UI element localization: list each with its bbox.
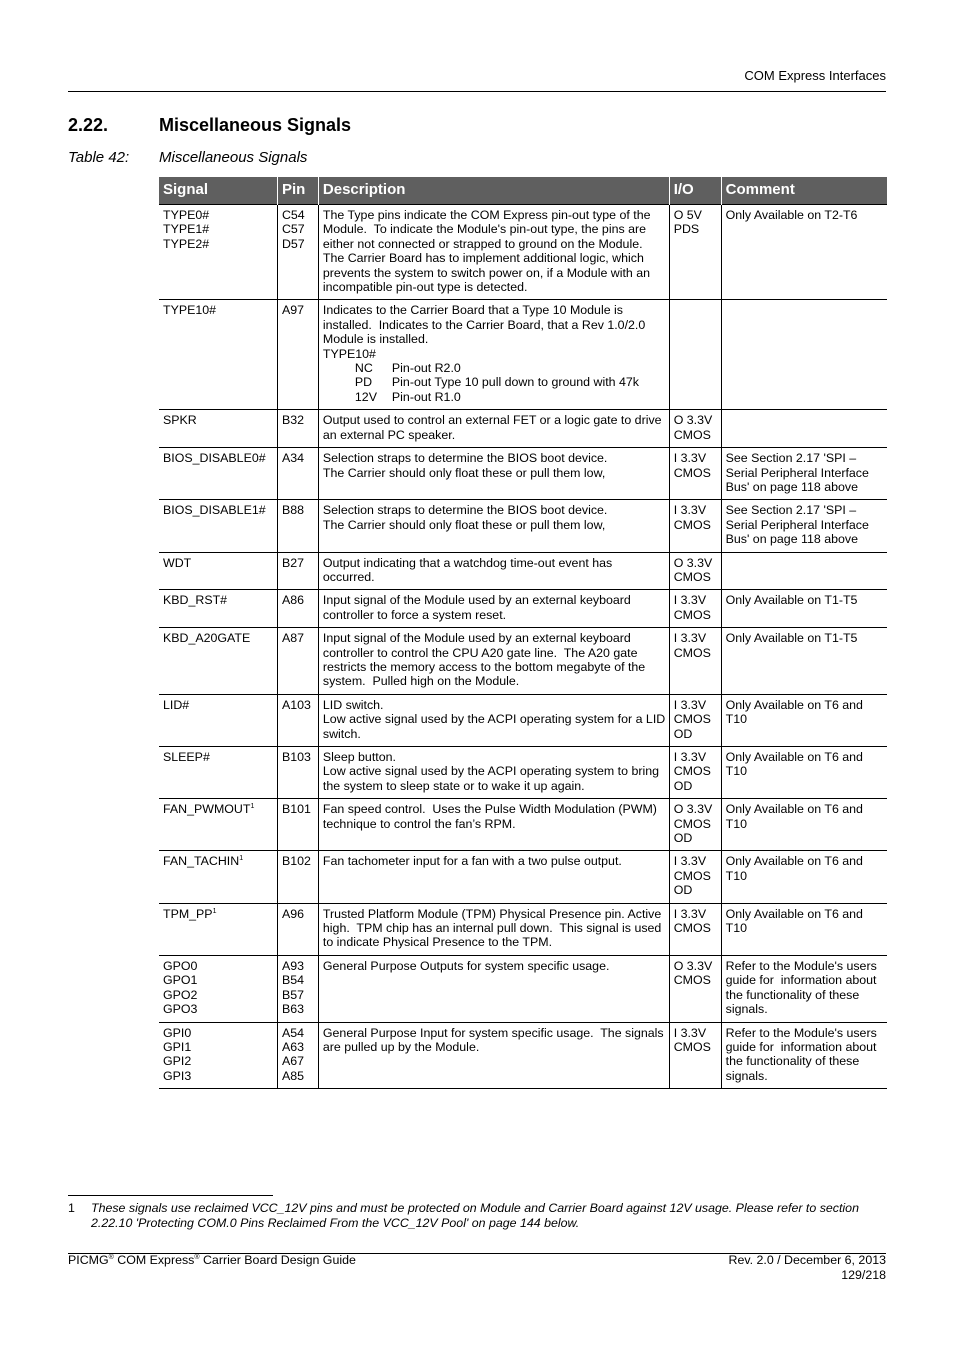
pin-number: B63 xyxy=(281,1002,304,1017)
description-text: Indicates to the Carrier Board that a Type 10 Module is installed. Indicates to the Carrier Board, that a Rev 1.0/2.0 Module is installed. xyxy=(322,303,649,347)
table-caption-title: Miscellaneous Signals xyxy=(159,149,308,166)
description-text: The Carrier should only float these or pull them low, xyxy=(322,517,606,532)
io-type: I 3.3V xyxy=(673,451,707,466)
signal-name-text: TPM_PP xyxy=(163,906,213,921)
description-cell xyxy=(318,300,669,410)
pin-number: C57 xyxy=(281,222,305,237)
pin-number: B102 xyxy=(281,854,311,869)
pin-cell xyxy=(277,747,318,799)
signal-name xyxy=(163,1054,274,1068)
pin-cell xyxy=(277,799,318,851)
signal-name xyxy=(163,802,274,816)
comment-text: Only Available on T1-T5 xyxy=(725,593,858,608)
comment-cell xyxy=(721,955,887,1022)
description-cell xyxy=(318,552,669,590)
signal-name-text: TYPE0# xyxy=(163,208,210,222)
pin-number: A85 xyxy=(281,1068,304,1083)
signal-name xyxy=(163,959,274,973)
signal-name xyxy=(163,556,274,570)
pin-cell xyxy=(277,694,318,746)
pin-cell xyxy=(277,851,318,903)
pin-number: A93 xyxy=(281,958,304,973)
io-type: CMOS xyxy=(673,1039,711,1054)
signal-name-text: GPI0 xyxy=(163,1025,192,1040)
io-type: O 5V xyxy=(673,208,702,222)
comment-cell xyxy=(721,410,887,448)
signal-cell xyxy=(159,694,277,746)
description-cell xyxy=(318,851,669,903)
io-cell xyxy=(669,851,721,903)
io-type: CMOS xyxy=(673,973,711,988)
io-cell xyxy=(669,410,721,448)
description-cell xyxy=(318,799,669,851)
io-type: I 3.3V xyxy=(673,854,707,869)
signal-cell xyxy=(159,628,277,695)
comment-text: See Section 2.17 'SPI – Serial Peripheral Interface Bus' on page 118 above xyxy=(725,503,873,547)
description-cell xyxy=(318,694,669,746)
description-text: Fan speed control. Uses the Pulse Width Modulation (PWM) technique to control the fan’s RPM. xyxy=(322,802,661,831)
io-type: CMOS xyxy=(673,816,711,831)
pin-cell xyxy=(277,903,318,955)
pin-number: C54 xyxy=(281,208,305,222)
signal-name xyxy=(163,237,274,251)
pin-number: A86 xyxy=(281,593,304,608)
io-type: O 3.3V xyxy=(673,802,713,817)
io-type: I 3.3V xyxy=(673,631,707,646)
signal-name xyxy=(163,451,274,465)
description-text: Output used to control an external FET or a logic gate to drive an external PC speaker. xyxy=(322,413,665,442)
signal-cell xyxy=(159,903,277,955)
io-type: CMOS xyxy=(673,427,711,442)
io-type: O 3.3V xyxy=(673,555,713,570)
signal-cell xyxy=(159,955,277,1022)
signal-name xyxy=(163,303,274,317)
pin-cell xyxy=(277,410,318,448)
footnote-marker: 1 xyxy=(239,855,244,863)
pin-cell xyxy=(277,590,318,628)
pin-cell xyxy=(277,1022,318,1089)
table-caption xyxy=(68,149,307,166)
description-text: The Carrier should only float these or pull them low, xyxy=(322,465,606,480)
pin-cell xyxy=(277,552,318,590)
signal-name-text: KBD_A20GATE xyxy=(163,631,251,646)
signal-name-text: FAN_PWMOUT xyxy=(163,802,251,817)
comment-cell xyxy=(721,300,887,410)
encoding-entry xyxy=(323,375,666,389)
io-cell xyxy=(669,628,721,695)
signal-name-text: KBD_RST# xyxy=(163,593,228,608)
encoding-key: NC xyxy=(354,361,373,376)
description-cell xyxy=(318,410,669,448)
table-row xyxy=(159,694,887,746)
io-cell xyxy=(669,955,721,1022)
signal-cell xyxy=(159,1022,277,1089)
signal-name xyxy=(163,503,274,517)
signal-name-text: SLEEP# xyxy=(163,750,210,764)
signal-name-text: WDT xyxy=(163,555,192,570)
footer-page-number: 129/218 xyxy=(841,1267,886,1282)
comment-text: Only Available on T1-T5 xyxy=(725,631,858,646)
footer-brand: PICMG xyxy=(68,1253,109,1267)
description-text: Low active signal used by the ACPI operating system for a LID switch. xyxy=(322,712,669,741)
table-row xyxy=(159,300,887,410)
pin-number: A63 xyxy=(281,1039,304,1054)
description-text: Output indicating that a watchdog time-out event has occurred. xyxy=(322,555,616,584)
signal-cell xyxy=(159,448,277,500)
comment-text: Refer to the Module's users guide for information about the functionality of these signals. xyxy=(725,1025,881,1083)
io-type: CMOS xyxy=(673,645,711,660)
table-row xyxy=(159,628,887,695)
table-row xyxy=(159,410,887,448)
signal-name-text: SPKR xyxy=(163,413,197,428)
signal-cell xyxy=(159,747,277,799)
comment-cell xyxy=(721,1022,887,1089)
description-text: Selection straps to determine the BIOS boot device. xyxy=(322,451,608,466)
signal-name xyxy=(163,208,274,222)
signal-name-text: FAN_TACHIN xyxy=(163,854,240,869)
table-row xyxy=(159,552,887,590)
description-text: LID switch. xyxy=(322,697,384,712)
header-pin: Pin xyxy=(277,177,318,205)
footnote xyxy=(68,1201,868,1230)
footer-reg-mark: ® xyxy=(108,1254,114,1261)
table-row xyxy=(159,903,887,955)
signal-cell xyxy=(159,205,277,300)
signal-name-text: BIOS_DISABLE0# xyxy=(163,451,266,466)
signal-name-text: TYPE1# xyxy=(163,222,210,237)
signal-cell xyxy=(159,552,277,590)
description-cell xyxy=(318,205,669,300)
signal-name-text: LID# xyxy=(163,697,190,712)
io-type: O 3.3V xyxy=(673,958,713,973)
description-text: General Purpose Input for system specific usage. The signals are pulled up by the Module. xyxy=(322,1025,668,1054)
io-type: PDS xyxy=(673,222,700,237)
pin-number: B88 xyxy=(281,503,304,518)
comment-text: Only Available on T6 and T10 xyxy=(725,750,867,779)
pin-number: B32 xyxy=(281,413,304,428)
description-text: Input signal of the Module used by an external keyboard controller to control the CPU A20 gate line. The A20 gate restricts the memory access to the bottom megabyte of the system. Pulled high on the Module. xyxy=(322,631,649,689)
description-cell xyxy=(318,448,669,500)
header-signal: Signal xyxy=(159,177,277,205)
table-header-row xyxy=(159,177,887,205)
signal-cell xyxy=(159,590,277,628)
signal-name-text: GPI2 xyxy=(163,1054,192,1069)
description-cell xyxy=(318,590,669,628)
signal-name-text: GPO2 xyxy=(163,987,198,1002)
io-cell xyxy=(669,747,721,799)
description-text: TYPE10# xyxy=(322,346,376,361)
table-row xyxy=(159,1022,887,1089)
table-row xyxy=(159,799,887,851)
signal-cell xyxy=(159,851,277,903)
pin-cell xyxy=(277,300,318,410)
comment-cell xyxy=(721,590,887,628)
footer-title: Carrier Board Design Guide xyxy=(202,1253,356,1267)
comment-cell xyxy=(721,628,887,695)
description-cell xyxy=(318,903,669,955)
io-type: CMOS xyxy=(673,465,711,480)
io-type: I 3.3V xyxy=(673,750,707,764)
comment-cell xyxy=(721,851,887,903)
section-number: 2.22. xyxy=(68,115,109,135)
signal-cell xyxy=(159,799,277,851)
comment-cell xyxy=(721,799,887,851)
signal-cell xyxy=(159,300,277,410)
table-row xyxy=(159,205,887,300)
encoding-key: PD xyxy=(354,375,373,390)
signal-name-text: GPI3 xyxy=(163,1068,192,1083)
header-description: Description xyxy=(318,177,669,205)
io-cell xyxy=(669,500,721,552)
io-type: OD xyxy=(673,883,693,898)
footnote-text: These signals use reclaimed VCC_12V pins and must be protected on Module and Carrier Board against 12V usage. Please refer to section 2.22.10 'Protecting COM.0 Pins Reclaimed From the VCC_12V Pool' on page 144 below. xyxy=(91,1201,859,1230)
footnote-rule xyxy=(68,1195,273,1196)
comment-text: Only Available on T6 and T10 xyxy=(725,697,867,727)
table-row xyxy=(159,500,887,552)
table-body xyxy=(159,205,887,1089)
io-type: I 3.3V xyxy=(673,697,707,712)
table-row xyxy=(159,448,887,500)
header-comment: Comment xyxy=(721,177,887,205)
signal-name xyxy=(163,413,274,427)
pin-number: A103 xyxy=(281,697,311,712)
signal-name xyxy=(163,698,274,712)
comment-text: Only Available on T6 and T10 xyxy=(725,906,867,936)
signal-name xyxy=(163,973,274,987)
description-text: Input signal of the Module used by an external keyboard controller to force a system reset. xyxy=(322,593,635,622)
io-type: CMOS xyxy=(673,712,711,727)
running-header: COM Express Interfaces xyxy=(744,68,886,83)
comment-cell xyxy=(721,694,887,746)
description-text: General Purpose Outputs for system specific usage. xyxy=(322,958,610,973)
encoding-entry xyxy=(323,390,666,404)
io-type: CMOS xyxy=(673,921,711,936)
signal-name xyxy=(163,593,274,607)
io-cell xyxy=(669,799,721,851)
pin-number: B57 xyxy=(281,987,304,1002)
pin-number: A97 xyxy=(281,303,304,318)
table-row xyxy=(159,955,887,1022)
description-cell xyxy=(318,955,669,1022)
io-type: CMOS xyxy=(673,569,711,584)
signal-name xyxy=(163,1040,274,1054)
comment-cell xyxy=(721,448,887,500)
io-cell xyxy=(669,448,721,500)
encoding-value: Pin-out R1.0 xyxy=(391,389,461,404)
description-cell xyxy=(318,628,669,695)
io-type: OD xyxy=(673,831,693,846)
io-type: CMOS xyxy=(673,868,711,883)
signal-name-text: GPI1 xyxy=(163,1039,192,1054)
comment-text: See Section 2.17 'SPI – Serial Peripheral Interface Bus' on page 118 above xyxy=(725,451,873,494)
pin-cell xyxy=(277,500,318,552)
pin-cell xyxy=(277,205,318,300)
pin-cell xyxy=(277,448,318,500)
description-text: The Type pins indicate the COM Express pin-out type of the Module. To indicate the Module's pin-out type, the pins are either not connected or strapped to ground on the Module. The Carrier Board has to implement additional logic, which prevents the system to switch power on, if a Module with an incompatible pin-out type is detected. xyxy=(322,208,654,295)
footer-document-title xyxy=(68,1253,356,1267)
io-type: CMOS xyxy=(673,517,711,532)
signal-name-text: GPO3 xyxy=(163,1002,198,1017)
signal-name xyxy=(163,988,274,1002)
signal-cell xyxy=(159,500,277,552)
signal-name xyxy=(163,631,274,645)
io-cell xyxy=(669,300,721,410)
description-text: Selection straps to determine the BIOS boot device. xyxy=(322,503,608,518)
io-cell xyxy=(669,1022,721,1089)
io-type: I 3.3V xyxy=(673,1025,707,1040)
io-type: O 3.3V xyxy=(673,413,713,428)
section-heading xyxy=(68,115,351,136)
description-cell xyxy=(318,500,669,552)
io-cell xyxy=(669,205,721,300)
signal-name-text: GPO1 xyxy=(163,973,198,988)
pin-number: A34 xyxy=(281,451,304,466)
pin-cell xyxy=(277,955,318,1022)
description-text: Trusted Platform Module (TPM) Physical Presence pin. Active high. TPM chip has an internal pull down. This signal is used to indicate Physical Presence to the TPM. xyxy=(322,906,665,950)
table-row xyxy=(159,590,887,628)
io-cell xyxy=(669,590,721,628)
signal-cell xyxy=(159,410,277,448)
signals-table xyxy=(159,177,887,1089)
signal-name xyxy=(163,854,274,868)
signal-name xyxy=(163,222,274,236)
description-cell xyxy=(318,747,669,799)
encoding-key: 12V xyxy=(354,389,377,404)
signal-name-text: BIOS_DISABLE1# xyxy=(163,503,266,518)
section-title: Miscellaneous Signals xyxy=(159,115,352,135)
header-io: I/O xyxy=(669,177,721,205)
comment-text: Refer to the Module's users guide for information about the functionality of these signals. xyxy=(725,958,881,1017)
io-type: OD xyxy=(673,778,693,793)
signal-name xyxy=(163,750,274,764)
footnote-marker: 1 xyxy=(212,907,217,915)
pin-number: B27 xyxy=(281,555,304,570)
io-type: CMOS xyxy=(673,607,711,622)
comment-text: Only Available on T6 and T10 xyxy=(725,802,867,831)
description-text: Low active signal used by the ACPI operating system to bring the system to sleep state or to wake it up again. xyxy=(322,764,663,793)
encoding-entry xyxy=(323,361,666,375)
header-rule xyxy=(68,91,886,92)
encoding-value: Pin-out Type 10 pull down to ground with 47k xyxy=(391,375,639,390)
description-cell xyxy=(318,1022,669,1089)
signal-name xyxy=(163,907,274,921)
comment-cell xyxy=(721,747,887,799)
footer-revision: Rev. 2.0 / December 6, 2013 xyxy=(728,1253,886,1267)
io-cell xyxy=(669,903,721,955)
comment-cell xyxy=(721,903,887,955)
footnote-number: 1 xyxy=(68,1201,75,1215)
footer-reg-mark: ® xyxy=(194,1254,200,1261)
pin-number: B54 xyxy=(281,973,304,988)
pin-number: D57 xyxy=(281,236,305,251)
description-text: Fan tachometer input for a fan with a two pulse output. xyxy=(322,854,622,869)
io-type: I 3.3V xyxy=(673,503,707,518)
io-type: OD xyxy=(673,726,693,741)
comment-cell xyxy=(721,552,887,590)
io-type: CMOS xyxy=(673,764,711,779)
pin-cell xyxy=(277,628,318,695)
signal-name-text: TYPE10# xyxy=(163,303,217,318)
signal-name-text: GPO0 xyxy=(163,958,198,973)
signal-name xyxy=(163,1002,274,1016)
table-row xyxy=(159,851,887,903)
comment-cell xyxy=(721,500,887,552)
encoding-value: Pin-out R2.0 xyxy=(391,361,461,376)
signal-name xyxy=(163,1069,274,1083)
pin-number: A87 xyxy=(281,631,304,646)
table-caption-label: Table 42: xyxy=(68,149,130,166)
io-type: I 3.3V xyxy=(673,906,707,921)
signal-name xyxy=(163,1026,274,1040)
pin-number: A54 xyxy=(281,1025,304,1040)
signal-name-text: TYPE2# xyxy=(163,236,210,251)
footer-revision-block xyxy=(729,1253,887,1282)
io-cell xyxy=(669,694,721,746)
table-row xyxy=(159,747,887,799)
comment-text: Only Available on T2-T6 xyxy=(725,208,858,222)
io-cell xyxy=(669,552,721,590)
footer-product: COM Express xyxy=(117,1253,195,1267)
footnote-marker: 1 xyxy=(250,803,255,811)
description-text: Sleep button. xyxy=(322,750,396,764)
pin-number: A96 xyxy=(281,906,304,921)
io-type: I 3.3V xyxy=(673,593,707,608)
pin-number: A67 xyxy=(281,1054,304,1069)
comment-text: Only Available on T6 and T10 xyxy=(725,854,867,883)
pin-number: B103 xyxy=(281,750,311,764)
comment-cell xyxy=(721,205,887,300)
pin-number: B101 xyxy=(281,802,311,817)
